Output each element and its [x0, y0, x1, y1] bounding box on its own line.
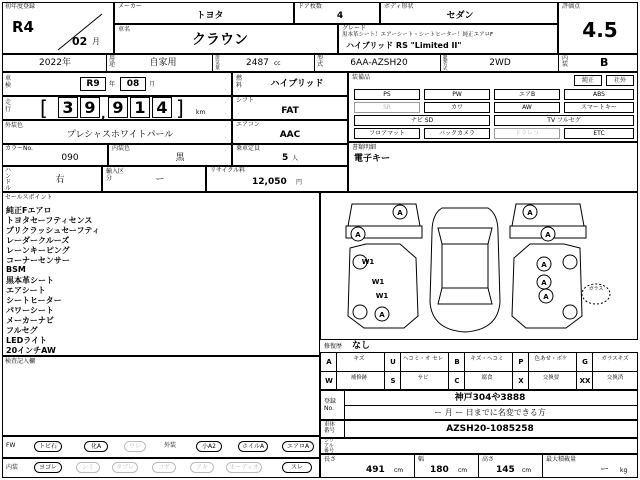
displacement-unit: cc: [274, 60, 281, 67]
interior-item: スレ: [282, 462, 312, 473]
height-unit: cm: [522, 467, 532, 474]
score-label: 評価点: [562, 3, 581, 10]
equip-etc: ETC: [564, 128, 634, 139]
year-value: 2022年: [39, 58, 71, 68]
interior-item: ヨゴレ: [34, 462, 62, 473]
legend-meaning: 交換要: [542, 375, 560, 381]
equip-aw: AW: [494, 102, 560, 113]
divider: [512, 353, 513, 371]
recycle-label: リサイクル料: [210, 167, 246, 174]
divider: [592, 353, 593, 371]
legend-meaning: ガラスキズ: [601, 356, 629, 362]
type-value: 6AA-AZSH20: [350, 58, 408, 68]
shift-label: シフト: [236, 97, 255, 104]
color-no-label: カラーNo.: [5, 145, 33, 152]
odometer-digit: 4: [152, 97, 172, 118]
color-value: プレシャスホワイトパール: [66, 130, 174, 140]
type-label: 型式: [317, 55, 324, 68]
divider: [448, 372, 449, 390]
length-unit: cm: [394, 467, 404, 474]
fw-item: 化A: [84, 441, 108, 452]
legend-code: W: [325, 377, 333, 385]
legend-code: X: [518, 377, 524, 385]
maker-label: メーカー: [118, 3, 142, 10]
ac-value: AAC: [279, 130, 301, 140]
notes-label: 書類明細: [352, 144, 377, 151]
body-label: ボディ形状: [384, 3, 414, 10]
interior-color-value: 黒: [175, 153, 185, 163]
divider: [344, 420, 345, 438]
divider: [336, 372, 337, 390]
equip-airbag: エアB: [494, 89, 560, 100]
interior-item: シミ: [76, 462, 100, 473]
width-label: 幅: [418, 456, 425, 463]
legend-meaning: ヘコミ・オ セレ: [402, 356, 444, 362]
sales-point: プリクラッシュセーフティ: [6, 226, 100, 235]
color-no-value: 090: [61, 153, 79, 163]
sales-point: エアシート: [6, 286, 46, 295]
odometer-digit: 9: [80, 97, 100, 118]
inspection-year-unit: 年: [109, 81, 116, 88]
equip-navi: ナビ SD: [354, 115, 490, 126]
sales-point: トヨタセーフティセンス: [6, 216, 93, 225]
inspection-label: 車検: [5, 75, 12, 89]
sales-point: BSM: [6, 265, 26, 274]
exterior-item: エアロA: [282, 441, 314, 452]
damage-marker: A: [543, 293, 549, 301]
color-label: 外装色: [5, 122, 24, 129]
purpose-label: 用途: [109, 55, 116, 68]
divider: [448, 353, 449, 371]
equip-abs: ABS: [564, 89, 634, 100]
exterior-item: 小A2: [196, 441, 222, 452]
sales-point: 黒本革シート: [6, 276, 54, 285]
divider: [528, 353, 529, 371]
divider: [576, 353, 577, 371]
legend-code: P: [518, 358, 524, 366]
score-value: 4.5: [582, 18, 618, 42]
damage-marker: A: [527, 209, 533, 217]
interior-item: コゲ: [152, 462, 176, 473]
displacement-value: 2487: [246, 58, 269, 68]
odometer-digit: 9: [108, 97, 128, 118]
damage-marker: A: [397, 209, 403, 217]
sales-point: レーダークルーズ: [6, 236, 70, 245]
divider: [400, 353, 401, 371]
interior-grade-value: B: [600, 56, 609, 69]
exterior-item: ホイルA: [238, 441, 268, 452]
import-value: ー: [155, 175, 165, 185]
equip-sr: SR: [354, 102, 420, 113]
maker-value: トヨタ: [196, 11, 224, 21]
divider: [512, 372, 513, 390]
genuine-badge: 純正: [574, 75, 602, 86]
legend-code: G: [582, 358, 588, 366]
equip-floormat: フロアマット: [354, 128, 420, 139]
divider: [464, 372, 465, 390]
handle-value: 右: [55, 175, 65, 185]
legend-meaning: キズ・ヘコミ: [470, 356, 504, 362]
purpose-value: 自家用: [149, 58, 177, 68]
serial-box: [320, 438, 638, 454]
interior-grade-label: 内装: [562, 55, 569, 68]
divider: [384, 353, 385, 371]
damage-marker: A: [545, 231, 551, 239]
legend-meaning: 補修跡: [350, 375, 368, 381]
serial-label: シリアル番号: [324, 438, 335, 454]
interior-item: タブレ: [112, 462, 138, 473]
divider: [528, 372, 529, 390]
interior-item: アキ: [190, 462, 214, 473]
legend-meaning: 交換済: [606, 375, 624, 381]
equip-ps: PS: [354, 89, 420, 100]
drive-value: 2WD: [489, 58, 511, 68]
mileage-bracket-left: [: [40, 96, 48, 120]
height-label: 高さ: [482, 456, 495, 463]
doors-label: ドア枚数: [298, 3, 322, 10]
repair-marker: W1: [371, 278, 385, 286]
seats-label: 乗車定員: [236, 145, 261, 152]
inspection-box: [2, 72, 232, 96]
fw-label: FW: [6, 442, 16, 449]
chassis-label: 車体番号: [324, 422, 336, 434]
fw-item: トビ石: [34, 441, 62, 452]
first-reg-month: 02: [72, 35, 88, 48]
divider: [384, 372, 385, 390]
repair-marker: W1: [375, 292, 389, 300]
divider: [478, 454, 479, 478]
legend-meaning: キズ: [353, 356, 365, 362]
recycle-value: 12,050: [252, 177, 287, 187]
divider: [592, 372, 593, 390]
sales-point: パワーシート: [6, 306, 54, 315]
damage-marker: A: [355, 231, 361, 239]
repair-value: なし: [352, 341, 371, 351]
foreign-badge: 社外: [606, 75, 634, 86]
interior-row-label: 内装: [6, 464, 19, 471]
divider: [314, 54, 315, 72]
divider: [212, 54, 213, 72]
car-diagram: [320, 192, 638, 340]
inspection-notes-label: 検査記入欄: [5, 358, 36, 365]
sales-point: メーカーナビ: [6, 316, 54, 325]
max-load-unit: kg: [620, 467, 628, 474]
legend-meaning: 腐食: [481, 375, 493, 381]
doors-value: 4: [336, 11, 344, 21]
repair-label: 修復歴: [324, 343, 343, 350]
sales-point: 20インチAW: [6, 346, 56, 355]
length-value: 491: [366, 465, 385, 475]
divider: [344, 405, 638, 406]
divider: [400, 372, 401, 390]
equip-leather: カワ: [424, 102, 490, 113]
interior-item: オーディオ: [226, 462, 262, 473]
displacement-label: 排気量: [215, 55, 221, 71]
inspection-notes-box: [2, 356, 320, 436]
glass-label: ガラス: [588, 286, 604, 292]
import-label: 輸入区分: [106, 168, 125, 182]
inspection-month-unit: 月: [149, 81, 156, 88]
recycle-unit: 円: [296, 179, 303, 186]
repair-marker: W1: [361, 258, 375, 266]
divider: [464, 353, 465, 371]
notes-box: [348, 142, 638, 192]
divider: [106, 54, 107, 72]
divider: [542, 454, 543, 478]
plate-value: 神戸304や3888: [454, 393, 526, 403]
divider: [336, 353, 337, 371]
legend-code: A: [326, 358, 332, 366]
odometer-digit: 3: [58, 97, 78, 118]
divider: [558, 54, 559, 72]
damage-marker: A: [541, 261, 547, 269]
model-value: クラウン: [192, 32, 248, 48]
equip-pw: PW: [424, 89, 490, 100]
sales-label: セールスポイント: [5, 194, 53, 201]
mileage-bracket-right: ]: [176, 96, 184, 120]
equip-backcam: バックカメラ: [424, 128, 490, 139]
divider: [320, 371, 638, 372]
body-value: セダン: [446, 11, 474, 21]
sales-point: LEDライト: [6, 336, 47, 345]
first-reg-month-unit: 月: [92, 37, 100, 46]
mileage-label: 走行: [5, 99, 12, 113]
max-load-value: ー: [600, 465, 610, 475]
legend-meaning: 色あせ・ボケ: [534, 356, 568, 362]
grade-note: 黒本革シート！エアーシート・シートヒーター！純正エアロF: [342, 32, 494, 38]
width-unit: cm: [458, 467, 468, 474]
fw-item: ワレ: [124, 441, 146, 452]
chassis-value: AZSH20-1085258: [446, 424, 534, 434]
ac-label: エアコン: [236, 121, 260, 128]
legend-code: S: [390, 377, 396, 385]
model-label: 車名: [118, 26, 131, 33]
handle-label: ハンドル: [5, 167, 12, 192]
odometer-digit: 1: [130, 97, 150, 118]
equip-tv: TV フルセグ: [494, 115, 634, 126]
divider: [440, 54, 441, 72]
grade-label: グレード: [342, 25, 367, 32]
notes-value: 電子キー: [354, 154, 391, 164]
interior-color-label: 内装色: [112, 145, 131, 152]
name-change-deadline: ー 月 ー 日までに名変できる方: [434, 408, 546, 417]
mileage-unit: km: [196, 109, 206, 116]
shift-value: FAT: [281, 106, 299, 116]
inspection-month: 08: [126, 79, 140, 89]
registration-label: 登録No.: [324, 398, 337, 412]
fuel-value: ハイブリッド: [270, 79, 324, 89]
damage-marker: A: [541, 279, 547, 287]
length-label: 長さ: [324, 456, 337, 463]
equip-dashcam: ドラレコ: [494, 128, 560, 139]
legend-code: C: [454, 377, 460, 385]
legend-code: B: [454, 358, 460, 366]
seats-unit: 人: [292, 155, 299, 162]
width-value: 180: [430, 465, 449, 475]
max-load-label: 最大積載量: [546, 456, 577, 463]
sales-point: 純正Fエアロ: [6, 206, 52, 215]
legend-meaning: サビ: [417, 375, 429, 381]
divider: [414, 454, 415, 478]
inspection-era: R9: [86, 79, 100, 89]
fuel-label: 燃料: [236, 75, 243, 89]
equip-smartkey: スマートキー: [564, 102, 634, 113]
seats-value: 5: [282, 153, 289, 163]
exterior-label: 外装: [164, 442, 177, 449]
sales-point: シートヒーター: [6, 296, 62, 305]
odometer-comma: ,: [101, 107, 106, 121]
legend-code: U: [390, 358, 396, 366]
equipment-label: 装備品: [352, 74, 371, 81]
damage-marker: A: [379, 311, 385, 319]
sales-point: コーナーセンサー: [6, 256, 70, 265]
sales-point: フルセグ: [6, 326, 38, 335]
sales-point: レーンキーピング: [6, 246, 70, 255]
first-reg-label: 初年度登録: [5, 3, 36, 10]
divider: [576, 372, 577, 390]
height-value: 145: [496, 465, 515, 475]
legend-code: XX: [579, 377, 591, 385]
grade-value: ハイブリッド RS "Limited II": [346, 41, 462, 50]
drive-label: 駆動方式: [443, 55, 448, 72]
first-reg-era: R4: [12, 18, 34, 36]
